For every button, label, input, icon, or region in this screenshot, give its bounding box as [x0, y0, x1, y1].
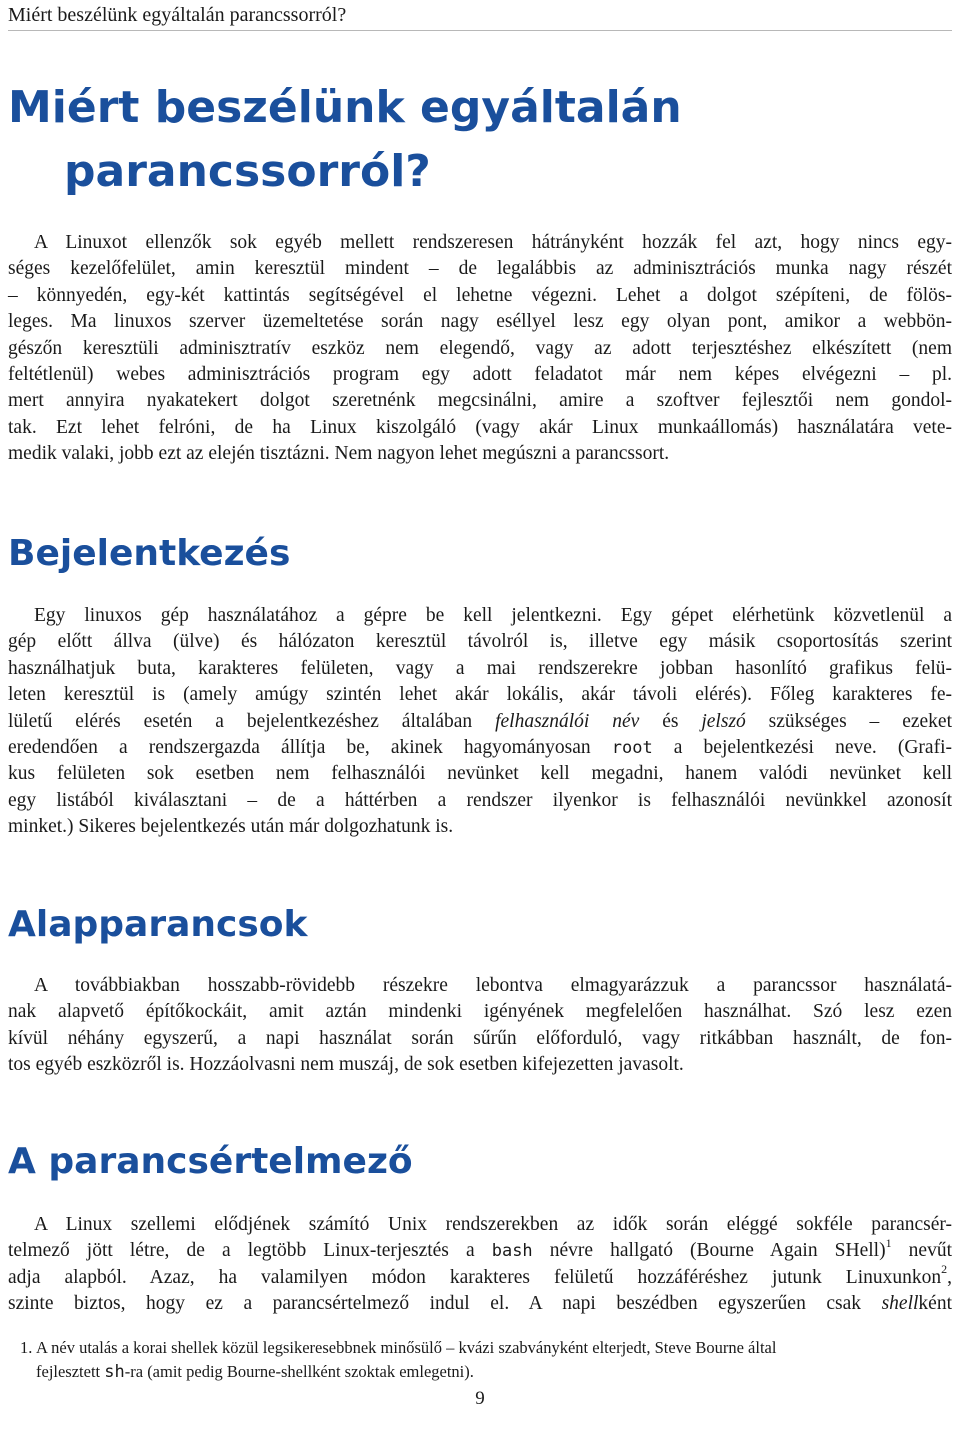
login-line: gép előtt állva (ülve) és hálózaton keresztül távolról is, illetve egy másik csoportosítás szerint: [8, 631, 952, 653]
page-number: 9: [475, 1388, 485, 1409]
section-heading-basic-commands: Alapparancsok: [8, 904, 308, 945]
intro-line: medik valaki, jobb ezt az elején tisztázni. Nem nagyon lehet megúszni a parancssort.: [8, 443, 670, 465]
intro-line: mert annyira nyakatekert dolgot szeretnénk megcsinálni, amire a szoftver fejlesztői nem gondol-: [8, 390, 952, 412]
footnote-body: [8, 1336, 952, 1384]
intro-line: feltétlenül) webes adminisztrációs program egy adott feladatot már nem képes elvégezni – pl.: [8, 364, 952, 386]
intro-paragraph: [8, 230, 952, 468]
footnote-ref-1[interactable]: 1: [885, 1235, 892, 1250]
intro-line: séges kezelőfelület, amin keresztül mindent – de legalábbis az adminisztrációs munka nagy részét: [8, 258, 952, 280]
shell-line: [8, 1235, 952, 1264]
intro-line: tak. Ezt lehet felróni, de ha Linux kiszolgáló (vagy akár Linux munkaállomás) használatára vete-: [8, 416, 952, 438]
footnote-text: fejlesztett: [36, 1362, 105, 1381]
shell-text: nevűt: [891, 1240, 952, 1262]
login-line: kus felületen sok esetben nem felhasználói nevünket kell megadni, hanem valódi nevünket kell: [8, 763, 952, 785]
login-line: egy listából kiválasztani – de a háttérben a rendszer ilyenkor is felhasználói nevünkkel azonosít: [8, 789, 952, 811]
shell-text: szinte biztos, hogy ez a parancsértelmező indul el. A napi beszédben egyszerűen csak: [8, 1293, 882, 1315]
shell-text: telmező jött létre, de a legtöbb Linux-terjesztés a: [8, 1240, 492, 1262]
password-term: jelszó: [701, 710, 746, 732]
bash-code: bash: [491, 1241, 533, 1262]
login-text: lületű elérés esetén a bejelentkezéshez általában: [8, 710, 496, 732]
shell-line: [8, 1262, 952, 1291]
running-header: Miért beszélünk egyáltalán parancssorról?: [8, 4, 952, 31]
shell-text: ként: [918, 1293, 952, 1315]
intro-line: gészőn keresztüli adminisztratív eszköz nem elegendő, vagy az adott terjesztéshez elkészített (nem: [8, 337, 952, 359]
login-text: eredendően a rendszergazda állítja be, akinek hagyományosan: [8, 737, 612, 759]
section-heading-login: Bejelentkezés: [8, 533, 291, 574]
shell-paragraph: [8, 1212, 952, 1318]
shell-line: A Linux szellemi elődjének számító Unix rendszerekben az idők során eléggé sokféle parancsér-: [34, 1214, 952, 1235]
footnote-ref-2[interactable]: 2: [941, 1262, 948, 1277]
basic-line: A továbbiakban hosszabb-rövidebb részekre lebontva elmagyarázzuk a parancssor használatá-: [34, 975, 952, 996]
basic-line: tos egyéb eszközről is. Hozzáolvasni nem muszáj, de sok esetben kifejezetten javasolt.: [8, 1054, 684, 1076]
footnote-line: [36, 1360, 952, 1384]
login-text: szükséges – ezeket: [745, 710, 952, 732]
login-text: a bejelentkezési neve. (Grafi-: [652, 737, 952, 759]
footnote-number: 1.: [20, 1338, 33, 1357]
login-paragraph: [8, 603, 952, 841]
page-title: [8, 76, 952, 204]
login-line: minket.) Sikeres bejelentkezés után már dolgozhatunk is.: [8, 816, 454, 838]
basic-line: kívül néhány egyszerű, a napi használat során sűrűn előforduló, vagy ritkábban használt, de fon-: [8, 1027, 952, 1049]
intro-line: leges. Ma linuxos szerver üzemeltetése során nagy eséllyel lesz egy olyan pont, amikor a webbön-: [8, 311, 952, 333]
login-line: [8, 709, 952, 735]
login-line: Egy linuxos gép használatához a gépre be kell jelentkezni. Egy gépet elérhetünk közvetlenül a: [34, 605, 952, 626]
shell-line: [8, 1291, 952, 1317]
login-text: és: [639, 710, 702, 732]
basic-commands-paragraph: [8, 973, 952, 1079]
page-title-line1: Miért beszélünk egyáltalán: [8, 82, 682, 133]
shell-text: névre hallgató (Bourne Again SHell): [532, 1240, 886, 1262]
sh-code: sh: [104, 1362, 125, 1382]
shell-text: adja alapból. Azaz, ha valamilyen módon karakteres felületű hozzáféréshez jutunk Linuxunkon: [8, 1266, 942, 1288]
footnote-1: [8, 1336, 952, 1384]
basic-line: nak alapvető építőkockáit, amit aztán mindenki igényének megfelelően használhat. Szó lesz ezen: [8, 1001, 952, 1023]
login-line: [8, 735, 952, 761]
root-code: root: [611, 738, 653, 759]
footnote-text: -ra (amit pedig Bourne-shellként szoktak emlegetni).: [124, 1362, 474, 1381]
intro-line: – könnyedén, egy-két kattintás segítségével el lehetne végezni. Lehet a dolgot szépíteni, de fölös-: [8, 284, 952, 306]
intro-line: A Linuxot ellenzők sok egyéb mellett rendszeresen hátrányként hozzák fel azt, hogy nincs egy-: [34, 232, 952, 253]
page-title-line2: parancssorról?: [64, 146, 431, 197]
username-term: felhasználói név: [495, 710, 640, 732]
shell-text: ,: [947, 1266, 952, 1288]
login-line: leten keresztül is (amely amúgy szintén lehet akár lokális, akár távoli elérés). Főleg karakteres fe-: [8, 684, 952, 706]
shell-term: shell: [881, 1293, 919, 1315]
footnote-line: A név utalás a korai shellek közül legsikeresebbnek minősülő – kvázi szabványként elterjedt, Steve Bourne által: [36, 1338, 777, 1357]
login-line: használhatjuk buta, karakteres felületen, vagy a mai rendszerekre jobban hasonlító grafikus felü-: [8, 657, 952, 679]
section-heading-shell: A parancsértelmező: [8, 1141, 413, 1182]
